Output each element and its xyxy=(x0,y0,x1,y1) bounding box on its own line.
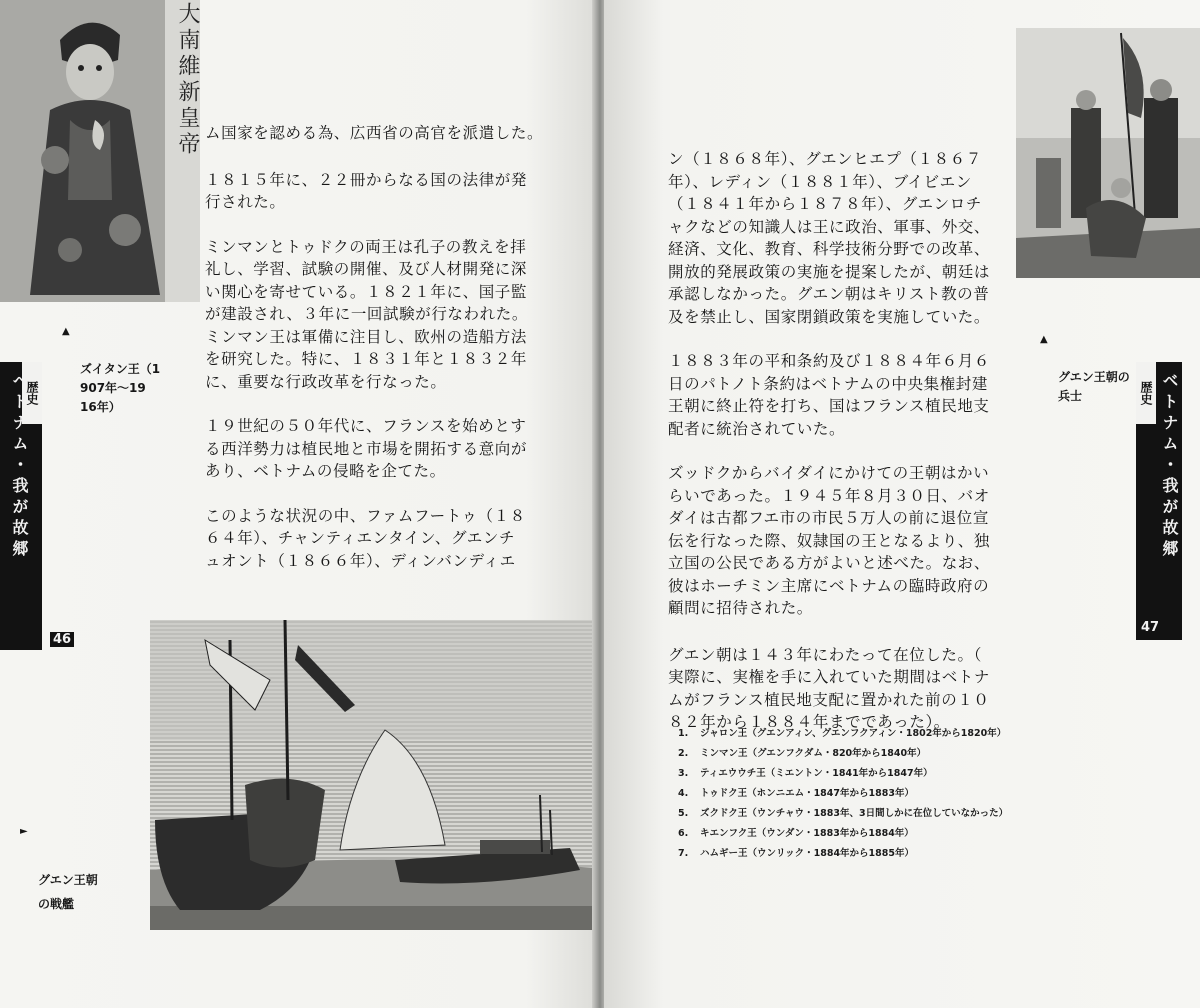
page-number: 47 xyxy=(1138,620,1162,635)
section-label: 歴史 xyxy=(22,362,42,424)
list-item: 4. トゥドク王（ホンニエム・1847年から1883年） xyxy=(678,788,914,799)
paragraph: このような状況の中、ファムフートゥ（１８ ６４年）、チャンティエンタイン、グエンチ ュオント（１８６６年）、ディンバンディエ xyxy=(205,506,526,570)
soldiers-engraving xyxy=(1016,28,1200,278)
warship-caption: ► グエン王朝 の戦艦 xyxy=(38,820,138,916)
paragraph: ズッドクからバイダイにかけての王朝はかい らいであった。１９４５年８月３０日、バオ ダイは古都フエ市の市民５万人の前に退位宣 伝を行なった際、奴隷国の王となるより、独 立国の公民である方がよいと述べた。なお、 彼はホーチミン主席にベトナムの臨時政府の 顧問に招待された。 xyxy=(668,464,991,617)
section-label: 歴史 xyxy=(1136,362,1156,424)
paragraph: １９世紀の５０年代に、フランスを始めとす る西洋勢力は植民地と市場を開拓する意向が あり、ベトナムの侵略を企てた。 xyxy=(205,417,528,480)
list-item: 7. ハムギー王（ウンリック・1884年から1885年） xyxy=(678,848,915,859)
page-number: 46 xyxy=(50,632,74,647)
caption-triangle-icon: ▲ xyxy=(1040,334,1048,345)
paragraph: １８１５年に、２２冊からなる国の法律が発 行された。 xyxy=(205,170,528,211)
emperor-portrait-caption: ▲ ズイタン王（1 907年〜19 16年） xyxy=(62,322,192,436)
left-side-tab xyxy=(0,362,42,650)
portrait-vertical-title: 大南維新皇帝 xyxy=(175,2,200,158)
book-title-vertical: ベトナム・我が故郷 xyxy=(10,372,29,561)
left-body-text xyxy=(205,122,595,590)
book-title-vertical: ベトナム・我が故郷 xyxy=(1160,372,1179,561)
list-item: 1. ジャロン王（グエンアィン、グエンフクアィン・1802年から1820年） xyxy=(678,728,1007,739)
list-item: 2. ミンマン王（グエンフクダム・820年から1840年） xyxy=(678,748,927,759)
right-side-tab xyxy=(1136,362,1182,640)
paragraph: ム国家を認める為、広西省の高官を派遣した。 xyxy=(205,124,544,142)
left-page xyxy=(0,0,598,1008)
paragraph: ミンマンとトゥドクの両王は孔子の教えを拝 礼し、学習、試験の開催、及び人材開発に深 い関心を寄せている。１８２１年に、国子監 が建設され、３年に一回試験が行なわれた。 ミンマン王は軍備に注目し、欧州の造船方法 を研究した。特に、１８３１年と１８３２年 に、重要な行政改革を行なった。 xyxy=(205,237,528,391)
list-item: 6. キエンフク王（ウンダン・1883年から1884年） xyxy=(678,828,914,839)
paragraph: １８８３年の平和条約及び１８８４年６月６ 日のパトノト条約はベトナムの中央集権封建 王朝に終止符を打ち、国はフランス植民地支 配者に統治されていた。 xyxy=(668,352,991,438)
paragraph: ン（１８６８年）、グエンヒエプ（１８６７ 年）、レディン（１８８１年）、ブイビエン （１８４１年から１８７８年）、グエンロチ ャクなどの知識人は王に政治、軍事、外交、 経済、文化、教育、科学技術分野での改革、 開放的発展政策の実施を提案したが、朝廷は 承認しなかった。グエン朝はキリスト教の普 及を禁止し、国家閉鎖政策を実施していた。 xyxy=(668,150,991,326)
warship-engraving xyxy=(150,620,595,930)
list-item: 3. ティエウウチ王（ミエントン・1841年から1847年） xyxy=(678,768,933,779)
right-body-text xyxy=(668,148,1028,752)
list-item: 5. ズクドク王（ウンチャウ・1883年、3日間しかに在位していなかった） xyxy=(678,808,1009,819)
nguyen-kings-list xyxy=(678,724,1008,864)
emperor-portrait-photo xyxy=(0,0,200,302)
emperor-portrait-image xyxy=(0,0,200,302)
warship-engraving-image xyxy=(150,620,595,930)
soldiers-engraving-image xyxy=(1016,28,1200,278)
caption-triangle-icon: ▲ xyxy=(62,326,70,337)
paragraph: グエン朝は１４３年にわたって在位した。（ 実際に、実権を手に入れていた期間はベトナ ムがフランス植民地支配に置かれた前の１０ ８２年から１８８４年までであった）。 xyxy=(668,645,991,731)
soldiers-caption: ▲ グエン王朝の 兵士 xyxy=(1042,330,1162,425)
caption-triangle-icon: ► xyxy=(20,826,28,837)
